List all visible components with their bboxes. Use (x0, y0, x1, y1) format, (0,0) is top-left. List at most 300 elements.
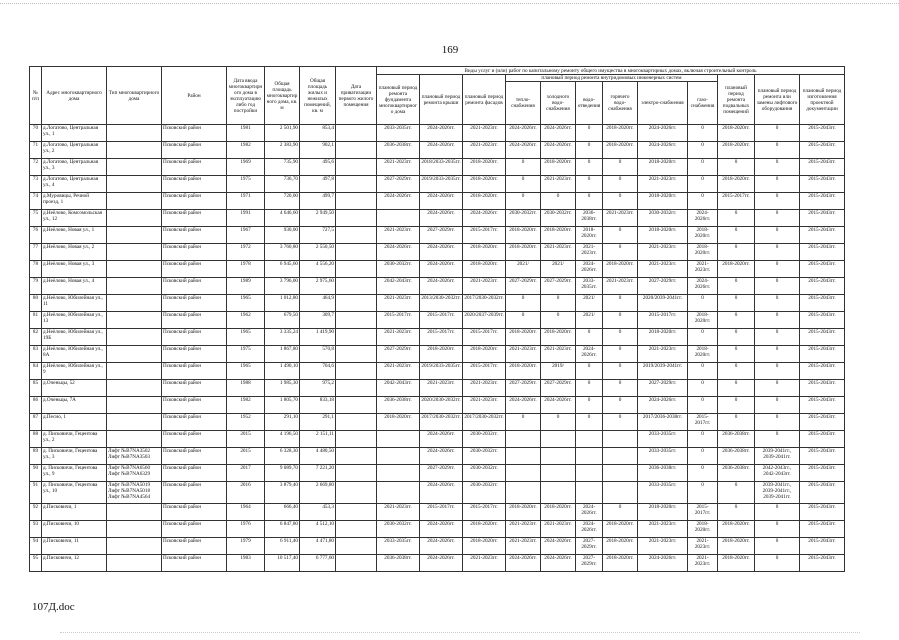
cell-gas: 0 (688, 482, 718, 504)
cell-el: 2021-2023гг. (638, 521, 688, 538)
cell-f: 2021-2023гг. (377, 295, 420, 312)
cell-hw: 0 (603, 312, 638, 329)
cell-roof: 2015-2017гг. (420, 329, 463, 346)
cell-year: 1979 (227, 538, 265, 555)
cell-year: 2015 (227, 448, 265, 465)
cell-lift: 0 (755, 125, 800, 142)
cell-dist: Псковский район (162, 363, 227, 380)
cell-addr: д.Оченьцы, 52 (42, 380, 107, 397)
cell-roof: 2019/2033-2035гг. (420, 176, 463, 193)
cell-priv (336, 244, 377, 261)
cell-dist: Псковский район (162, 295, 227, 312)
cell-roof: 2024-2026гг. (420, 482, 463, 504)
cell-year: 1976 (227, 521, 265, 538)
cell-priv (336, 397, 377, 414)
cell-el: 2021-2023гг. (638, 176, 688, 193)
cell-roof: 2024-2026гг. (420, 538, 463, 555)
cell-year: 1965 (227, 363, 265, 380)
cell-live: 1 419,90 (300, 329, 336, 346)
cell-cw: 2018-2020гг. (541, 504, 576, 521)
cell-area: 6 911,40 (265, 538, 300, 555)
cell-priv (336, 159, 377, 176)
cell-heat (506, 465, 541, 482)
cell-hw: 0 (603, 346, 638, 363)
cell-el: 2018-2020гг. (638, 159, 688, 176)
cell-lift: 0 (755, 142, 800, 159)
cell-f: 2036-2038гг. (377, 555, 420, 572)
cell-n: 78 (30, 261, 42, 278)
cell-priv (336, 346, 377, 363)
cell-sew: 2024-2026гг. (576, 504, 603, 521)
cell-sew: 0 (576, 414, 603, 431)
cell-proj: 2015-2043гг. (800, 295, 845, 312)
table-row (30, 414, 845, 431)
cell-gas: 0 (688, 142, 718, 159)
cell-f: 2021-2023гг. (377, 363, 420, 380)
cell-hw: 2018-2020гг. (603, 142, 638, 159)
cell-lift: 0 (755, 159, 800, 176)
cell-n: 93 (30, 521, 42, 538)
cell-bas: 2015-2017гг. (718, 193, 755, 210)
cell-dist: Псковский район (162, 521, 227, 538)
cell-dist: Псковский район (162, 538, 227, 555)
cell-year: 1981 (227, 125, 265, 142)
cell-year: 1978 (227, 261, 265, 278)
cell-year: 1982 (227, 397, 265, 414)
cell-priv (336, 414, 377, 431)
cell-type (107, 312, 162, 329)
cell-n: 83 (30, 346, 42, 363)
cell-type (107, 397, 162, 414)
cell-priv (336, 521, 377, 538)
cell-dist: Псковский район (162, 329, 227, 346)
cell-lift: 0 (755, 278, 800, 295)
cell-area: 1 867,80 (265, 346, 300, 363)
cell-bas: 2018-2020гг. (718, 538, 755, 555)
cell-proj: 2015-2043гг. (800, 193, 845, 210)
cell-n: 90 (30, 465, 42, 482)
cell-cw: 0 (541, 414, 576, 431)
header-facade: плановый период ремонта фасадов (463, 75, 506, 125)
table-row (30, 521, 845, 538)
cell-dist: Псковский район (162, 261, 227, 278)
cell-addr: д.Неёлово, Юбилейная ул., 13 (42, 312, 107, 329)
cell-year: 1965 (227, 329, 265, 346)
cell-gas: 0 (688, 397, 718, 414)
cell-fac: 2021-2023гг. (463, 380, 506, 397)
cell-sew: 2018-2020гг. (576, 227, 603, 244)
cell-sew: 2024-2026гг. (576, 261, 603, 278)
header-hot-water: горячего водо-снабжения (603, 82, 638, 125)
cell-lift: 0 (755, 521, 800, 538)
header-house-type: Тип многоквартирного дома (107, 67, 162, 125)
cell-f: 2024-2026гг. (377, 244, 420, 261)
cell-proj: 2015-2043гг. (800, 504, 845, 521)
cell-priv (336, 329, 377, 346)
cell-heat: 2021-2023гг. (506, 538, 541, 555)
cell-live: 495,6 (300, 159, 336, 176)
cell-live: 2 550,50 (300, 244, 336, 261)
cell-priv (336, 312, 377, 329)
table-row (30, 312, 845, 329)
cell-addr: д.Писковичи, 11 (42, 538, 107, 555)
cell-dist: Псковский район (162, 142, 227, 159)
cell-proj: 2015-2043гг. (800, 363, 845, 380)
cell-addr: д.Неёлово, Новая ул., 3 (42, 261, 107, 278)
cell-bas: 0 (718, 312, 755, 329)
cell-cw: 2027-2029гг. (541, 380, 576, 397)
cell-cw: 2018-2020гг. (541, 159, 576, 176)
cell-sew: 0 (576, 176, 603, 193)
cell-addr: д.Логатово, Центральная ул., 1 (42, 125, 107, 142)
cell-sew (576, 448, 603, 465)
cell-cw: 2018-2020гг. (541, 329, 576, 346)
cell-area: 3 335,24 (265, 329, 300, 346)
cell-gas: 0 (688, 159, 718, 176)
cell-el: 2036-2038гг. (638, 465, 688, 482)
cell-dist: Псковский район (162, 193, 227, 210)
cell-bas: 0 (718, 397, 755, 414)
cell-roof: 2024-2026гг. (420, 125, 463, 142)
cell-heat: 2021/ (506, 261, 541, 278)
cell-addr: д. Писковичи, Гецентова ул., 2 (42, 431, 107, 448)
cell-bas: 0 (718, 244, 755, 261)
cell-live: 4 471,80 (300, 538, 336, 555)
table-row (30, 278, 845, 295)
cell-year: 1991 (227, 210, 265, 227)
cell-el: 2024-2026гг. (638, 397, 688, 414)
cell-cw: 2019/ (541, 363, 576, 380)
cell-n: 70 (30, 125, 42, 142)
table-row (30, 431, 845, 448)
cell-year: 2015 (227, 431, 265, 448)
cell-fac: 2021-2023гг. (463, 142, 506, 159)
cell-bas: 2018-2020гг. (718, 261, 755, 278)
cell-type (107, 244, 162, 261)
cell-lift: 0 (755, 397, 800, 414)
cell-year: 1982 (227, 142, 265, 159)
cell-roof: 2020/2030-2032гг. (420, 397, 463, 414)
cell-year: 1983 (227, 555, 265, 572)
cell-proj: 2015-2043гг. (800, 142, 845, 159)
top-scan-border (0, 3, 899, 4)
cell-lift: 0 (755, 380, 800, 397)
cell-type (107, 125, 162, 142)
cell-area: 735,90 (265, 159, 300, 176)
cell-cw: 2021/ (541, 261, 576, 278)
cell-f: 2024-2026гг. (377, 193, 420, 210)
cell-proj: 2015-2043гг. (800, 210, 845, 227)
table-row (30, 142, 845, 159)
cell-type (107, 504, 162, 521)
cell-type (107, 329, 162, 346)
cell-sew: 0 (576, 397, 603, 414)
cell-hw: 2018-2020гг. (603, 521, 638, 538)
cell-cw: 0 (541, 312, 576, 329)
cell-area: 6 847,80 (265, 521, 300, 538)
cell-roof: 2024-2026гг. (420, 448, 463, 465)
cell-sew: 0 (576, 142, 603, 159)
cell-fac: 2018-2020гг. (463, 244, 506, 261)
cell-hw: 0 (603, 397, 638, 414)
cell-n: 86 (30, 397, 42, 414)
cell-fac: 2024-2026гг. (463, 210, 506, 227)
header-district: Район (162, 67, 227, 125)
cell-fac: 2030-2032гг. (463, 465, 506, 482)
cell-bas: 0 (718, 380, 755, 397)
cell-live: 570,8 (300, 346, 336, 363)
cell-hw (603, 482, 638, 504)
header-basement: плановый период ремонта подвальных помещений (718, 75, 755, 125)
cell-gas: 2021-2023гг. (688, 555, 718, 572)
cell-f (377, 465, 420, 482)
cell-roof: 2027-2029гг. (420, 227, 463, 244)
cell-roof: 2024-2026гг. (420, 142, 463, 159)
cell-roof: 2015-2017гг. (420, 312, 463, 329)
cell-f: 2021-2023гг. (377, 329, 420, 346)
cell-year: 1972 (227, 244, 265, 261)
cell-type (107, 521, 162, 538)
cell-live: 4 512,10 (300, 521, 336, 538)
cell-priv (336, 465, 377, 482)
cell-n: 94 (30, 538, 42, 555)
cell-fac: 2015-2017гг. (463, 329, 506, 346)
cell-proj: 2015-2043гг. (800, 176, 845, 193)
cell-el: 2019/2039-2041гг. (638, 363, 688, 380)
cell-live: 727,5 (300, 227, 336, 244)
table-row (30, 244, 845, 261)
cell-f (377, 210, 420, 227)
cell-gas: 0 (688, 176, 718, 193)
cell-cw: 2021-2023гг. (541, 521, 576, 538)
cell-gas: 2018-2020гг. (688, 312, 718, 329)
cell-type (107, 431, 162, 448)
cell-year: 1975 (227, 346, 265, 363)
cell-fac: 2030-2032гг. (463, 431, 506, 448)
cell-roof: 2018/2033-2035гг. (420, 159, 463, 176)
cell-addr: д. Писковичи, Гецентова ул., 3 (42, 448, 107, 465)
cell-heat: 2024-2026гг. (506, 397, 541, 414)
cell-roof: 2024-2026гг. (420, 261, 463, 278)
cell-dist: Псковский район (162, 380, 227, 397)
cell-el: 2033-2035гг. (638, 431, 688, 448)
cell-el: 2018-2020гг. (638, 193, 688, 210)
cell-addr: д.Муровицы, Речной проезд, 1 (42, 193, 107, 210)
cell-live: 833,18 (300, 397, 336, 414)
cell-roof: 2021-2023гг. (420, 380, 463, 397)
cell-n: 85 (30, 380, 42, 397)
cell-addr: д.Песно, 1 (42, 414, 107, 431)
header-living-area: Общая площадь жилых и нежилых помещений, кв. м (300, 67, 336, 125)
cell-addr: д.Неёлово, Комсомольская ул., 12 (42, 210, 107, 227)
cell-hw: 0 (603, 504, 638, 521)
cell-proj: 2015-2043гг. (800, 346, 845, 363)
cell-gas: 2018-2020гг. (688, 521, 718, 538)
cell-roof: 2024-2026гг. (420, 210, 463, 227)
cell-heat: 0 (506, 312, 541, 329)
cell-n: 89 (30, 448, 42, 465)
cell-el: 2033-2035гг. (638, 448, 688, 465)
cell-area: 3 760,80 (265, 244, 300, 261)
cell-cw: 2024-2026гг. (541, 125, 576, 142)
cell-dist: Псковский район (162, 431, 227, 448)
cell-lift: 2039-2041гг., 2039-2041гг. (755, 448, 800, 465)
cell-type (107, 538, 162, 555)
cell-dist: Псковский район (162, 125, 227, 142)
header-elevator: плановый период ремонта или замены лифтового оборудования (755, 75, 800, 125)
cell-gas: 0 (688, 193, 718, 210)
cell-el: 2017/2036-2038гг. (638, 414, 688, 431)
cell-fac: 2018-2020гг. (463, 261, 506, 278)
cell-el: 2021-2023гг. (638, 261, 688, 278)
cell-area: 10 517,40 (265, 555, 300, 572)
cell-heat (506, 482, 541, 504)
cell-n: 73 (30, 176, 42, 193)
cell-fac: 2015-2017гг. (463, 363, 506, 380)
cell-addr: д.Писковичи, 10 (42, 521, 107, 538)
cell-gas: 2015-2017гг. (688, 414, 718, 431)
cell-proj: 2015-2043гг. (800, 465, 845, 482)
cell-bas: 2018-2020гг. (718, 176, 755, 193)
cell-live: 2 949,50 (300, 210, 336, 227)
cell-area: 4 646,60 (265, 210, 300, 227)
cell-fac: 2018-2020гг. (463, 538, 506, 555)
cell-proj: 2015-2043гг. (800, 125, 845, 142)
cell-hw: 2021-2023гг. (603, 278, 638, 295)
cell-n: 76 (30, 227, 42, 244)
cell-bas: 2018-2020гг. (718, 521, 755, 538)
cell-f (377, 482, 420, 504)
cell-year: 1952 (227, 414, 265, 431)
cell-sew: 0 (576, 380, 603, 397)
cell-priv (336, 538, 377, 555)
cell-type (107, 227, 162, 244)
cell-type (107, 210, 162, 227)
cell-hw: 2018-2020гг. (603, 125, 638, 142)
cell-lift: 0 (755, 295, 800, 312)
cell-lift: 0 (755, 312, 800, 329)
cell-cw: 0 (541, 295, 576, 312)
cell-addr: д.Неёлово, Новая ул., 2 (42, 244, 107, 261)
cell-lift: 2039-2041гг., 2039-2041гг., 2039-2041гг. (755, 482, 800, 504)
cell-lift: 0 (755, 227, 800, 244)
bottom-scan-border (60, 632, 860, 633)
cell-f (377, 448, 420, 465)
cell-addr: д.Логатово, Центральная ул., 4 (42, 176, 107, 193)
cell-proj: 2015-2043гг. (800, 227, 845, 244)
cell-f: 2030-2032гг. (377, 521, 420, 538)
cell-proj: 2015-2043гг. (800, 521, 845, 538)
cell-proj: 2015-2043гг. (800, 431, 845, 448)
cell-addr: д.Неёлово, Новая ул., 1 (42, 227, 107, 244)
cell-lift: 2042-2043гг., 2042-2043гг. (755, 465, 800, 482)
cell-type: Лифт №В7NA3502 Лифт №В7NA3503 (107, 448, 162, 465)
cell-dist: Псковский район (162, 159, 227, 176)
cell-fac: 2021-2023гг. (463, 125, 506, 142)
cell-area: 6 945,60 (265, 261, 300, 278)
cell-dist: Псковский район (162, 555, 227, 572)
cell-el: 2024-2026гг. (638, 125, 688, 142)
cell-priv (336, 142, 377, 159)
cell-roof: 2019/2033-2035гг. (420, 363, 463, 380)
cell-bas: 0 (718, 346, 755, 363)
cell-gas: 2021-2023гг. (688, 261, 718, 278)
cell-f: 2015-2017гг. (377, 312, 420, 329)
cell-roof: 2024-2026гг. (420, 521, 463, 538)
cell-dist: Псковский район (162, 278, 227, 295)
cell-live: 6 777,60 (300, 555, 336, 572)
cell-live: 291,1 (300, 414, 336, 431)
cell-priv (336, 227, 377, 244)
cell-heat: 2018-2020гг. (506, 244, 541, 261)
header-cold-water: холодного водо-снабжения (541, 82, 576, 125)
cell-el: 2015-2017гг. (638, 312, 688, 329)
cell-heat: 0 (506, 159, 541, 176)
cell-gas: 0 (688, 363, 718, 380)
cell-fac: 2017/2030-2032гг. (463, 295, 506, 312)
cell-year: 1969 (227, 159, 265, 176)
cell-roof: 2017/2030-2032гг. (420, 414, 463, 431)
cell-el: 2033-2035гг. (638, 482, 688, 504)
cell-proj: 2015-2043гг. (800, 244, 845, 261)
header-total-area: Общая площадь многоквартирного дома, кв. м (265, 67, 300, 125)
cell-addr: д.Неёлово, Новая ул., 4 (42, 278, 107, 295)
table-row (30, 329, 845, 346)
table-row (30, 176, 845, 193)
cell-n: 74 (30, 193, 42, 210)
cell-dist: Псковский район (162, 465, 227, 482)
cell-proj: 2015-2043гг. (800, 555, 845, 572)
cell-f: 2030-2032гг. (377, 261, 420, 278)
cell-area: 666,40 (265, 504, 300, 521)
cell-hw: 2018-2020гг. (603, 538, 638, 555)
cell-live: 902,1 (300, 142, 336, 159)
cell-f: 2027-2029гг. (377, 346, 420, 363)
cell-lift: 0 (755, 431, 800, 448)
cell-type: Лифт №В7NA6560 Лифт №В7NA6329 (107, 465, 162, 482)
cell-proj: 2015-2043гг. (800, 380, 845, 397)
table-row (30, 346, 845, 363)
cell-area: 720,00 (265, 193, 300, 210)
cell-sew: 0 (576, 363, 603, 380)
cell-gas: 0 (688, 329, 718, 346)
cell-priv (336, 176, 377, 193)
table-row (30, 363, 845, 380)
cell-n: 79 (30, 278, 42, 295)
cell-lift: 0 (755, 329, 800, 346)
cell-dist: Псковский район (162, 227, 227, 244)
cell-cw: 2021-2023гг. (541, 176, 576, 193)
table-row (30, 380, 845, 397)
cell-fac: 2018-2020гг. (463, 159, 506, 176)
cell-gas: 2024-2026гг. (688, 210, 718, 227)
cell-type (107, 278, 162, 295)
cell-n: 72 (30, 159, 42, 176)
cell-area: 679,50 (265, 312, 300, 329)
cell-hw: 0 (603, 414, 638, 431)
cell-sew (576, 482, 603, 504)
cell-live: 975,2 (300, 380, 336, 397)
cell-gas: 2018-2020гг. (688, 244, 718, 261)
cell-hw: 0 (603, 380, 638, 397)
cell-cw (541, 465, 576, 482)
cell-f: 2036-2038гг. (377, 142, 420, 159)
cell-proj: 2015-2043гг. (800, 482, 845, 504)
cell-dist: Псковский район (162, 312, 227, 329)
cell-roof: 2024-2026гг. (420, 244, 463, 261)
cell-bas: 2018-2020гг. (718, 125, 755, 142)
cell-live: 2 151,11 (300, 431, 336, 448)
